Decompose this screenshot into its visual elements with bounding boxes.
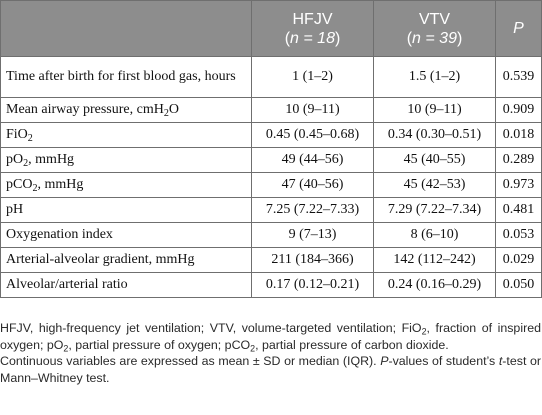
- table-footnotes: [0, 320, 541, 386]
- header-p: P: [496, 1, 542, 57]
- row-label: Alveolar/arterial ratio: [1, 273, 252, 298]
- header-hfjv-n-label: n: [290, 29, 299, 47]
- table-row: [1, 148, 542, 173]
- header-vtv-n-label: n: [412, 29, 421, 47]
- table-row: [1, 273, 542, 298]
- row-hfjv-value: 0.45 (0.45–0.68): [252, 123, 374, 148]
- row-p-value: 0.029: [496, 248, 542, 273]
- row-p-value: 0.539: [496, 57, 542, 98]
- header-vtv: [374, 1, 496, 57]
- row-p-value: 0.053: [496, 223, 542, 248]
- row-hfjv-value: 49 (44–56): [252, 148, 374, 173]
- header-hfjv: [252, 1, 374, 57]
- footnote-statistics: Continuous variables are expressed as mean ± SD or median (IQR). P-values of student’s t-test or Mann–Whitney test.: [0, 354, 541, 385]
- table-row: [1, 57, 542, 98]
- row-p-value: 0.973: [496, 173, 542, 198]
- row-hfjv-value: 211 (184–366): [252, 248, 374, 273]
- row-vtv-value: 7.29 (7.22–7.34): [374, 198, 496, 223]
- header-vtv-n-value: 39: [439, 29, 457, 47]
- row-label: Time after birth for first blood gas, hours: [1, 57, 252, 98]
- row-vtv-value: 0.34 (0.30–0.51): [374, 123, 496, 148]
- row-hfjv-value: 7.25 (7.22–7.33): [252, 198, 374, 223]
- row-label: FiO$_2$: [1, 123, 252, 148]
- table-row: [1, 173, 542, 198]
- footnote-abbreviations: HFJV, high-frequency jet ventilation; VTV, volume-targeted ventilation; FiO$_2$, fraction of inspired oxygen; $pO_2$, partial pressure of oxygen; pCO$_2$, partial pressure of carbon dioxide.: [0, 321, 541, 354]
- row-vtv-value: 8 (6–10): [374, 223, 496, 248]
- table-row: [1, 223, 542, 248]
- row-vtv-value: 45 (42–53): [374, 173, 496, 198]
- row-hfjv-value: 47 (40–56): [252, 173, 374, 198]
- row-label: $pO_2$, mmHg: [1, 148, 252, 173]
- header-label-cell: [1, 1, 252, 57]
- table-row: [1, 248, 542, 273]
- row-vtv-value: 45 (40–55): [374, 148, 496, 173]
- row-p-value: 0.289: [496, 148, 542, 173]
- header-hfjv-n-value: 18: [317, 29, 335, 47]
- row-vtv-value: 142 (112–242): [374, 248, 496, 273]
- header-hfjv-n: (n = 18): [284, 29, 341, 47]
- row-label: Arterial-alveolar gradient, mmHg: [1, 248, 252, 273]
- row-hfjv-value: 9 (7–13): [252, 223, 374, 248]
- table-row: [1, 198, 542, 223]
- row-label: Oxygenation index: [1, 223, 252, 248]
- row-p-value: 0.481: [496, 198, 542, 223]
- row-vtv-value: 10 (9–11): [374, 98, 496, 123]
- row-hfjv-value: 10 (9–11): [252, 98, 374, 123]
- header-hfjv-name: HFJV: [292, 10, 333, 28]
- row-hfjv-value: 1 (1–2): [252, 57, 374, 98]
- row-label: pH: [1, 198, 252, 223]
- row-label: pCO$_2$, mmHg: [1, 173, 252, 198]
- row-p-value: 0.909: [496, 98, 542, 123]
- header-vtv-name: VTV: [418, 10, 451, 28]
- row-vtv-value: 0.24 (0.16–0.29): [374, 273, 496, 298]
- header-row: [1, 1, 542, 57]
- table-row: [1, 98, 542, 123]
- row-p-value: 0.050: [496, 273, 542, 298]
- table-body: [1, 57, 542, 298]
- row-p-value: 0.018: [496, 123, 542, 148]
- table-row: [1, 123, 542, 148]
- row-hfjv-value: 0.17 (0.12–0.21): [252, 273, 374, 298]
- row-vtv-value: 1.5 (1–2): [374, 57, 496, 98]
- row-label: Mean airway pressure, cmH$_2$O: [1, 98, 252, 123]
- header-vtv-n: (n = 39): [406, 29, 463, 47]
